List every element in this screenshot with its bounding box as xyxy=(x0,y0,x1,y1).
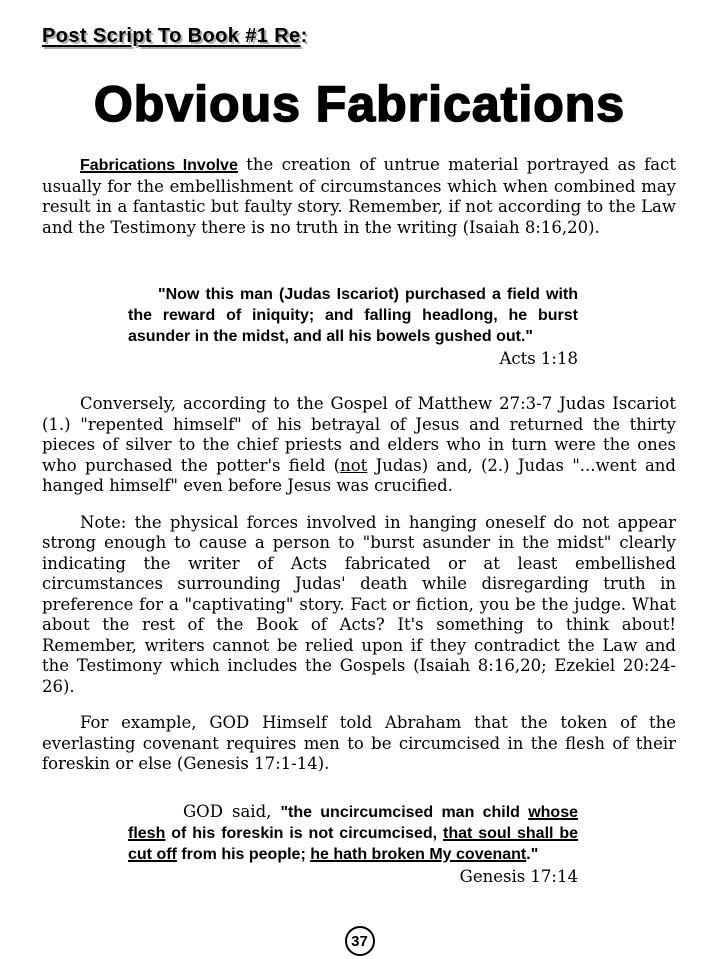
paragraph-fabrications: Fabrications Involve the creation of untrue material portrayed as fact usually for the embellishment of circumstances which when combined may result in a fantastic but faulty story. Remember, if not according to the Law and the Testimony there is no truth in the writing (Isaiah 8:16,20). xyxy=(42,155,676,237)
paragraph-for-example: For example, GOD Himself told Abraham that the token of the everlasting covenant requires men to be circumcised in the flesh of their foreskin or else (Genesis 17:1-14). xyxy=(42,713,676,773)
paragraph-note: Note: the physical forces involved in hanging oneself do not appear strong enough to cause a person to "burst asunder in the midst" clearly indicating the writer of Acts fabricated or at least embellished circumstances surrounding Judas' death while disregarding truth in preference for a "captivating" story. Fact or fiction, you be the judge. What about the rest of the Book of Acts? It's something to think about! Remember, writers cannot be relied upon if they contradict the Law and the Testimony which includes the Gospels (Isaiah 8:16,20; Ezekiel 20:24-26). xyxy=(42,512,676,696)
blockquote-acts xyxy=(0,284,719,369)
postscript-header: Post Script To Book #1 Re: xyxy=(42,25,308,47)
page-title: Obvious Fabrications xyxy=(93,76,626,132)
blockquote-acts-text: "Now this man (Judas Iscariot) purchased a field with the reward of iniquity; and falling headlong, he burst asunder in the midst, and all his bowels gushed out." xyxy=(128,286,578,345)
blockquote-genesis-text: GOD said, "the uncircumcised man child whose flesh of his foreskin is not circumcised, that soul shall be cut off from his people; he hath broken My covenant." xyxy=(128,801,579,863)
page-number-badge xyxy=(345,926,375,956)
page-number: 37 xyxy=(351,932,368,950)
paragraph-conversely: Conversely, according to the Gospel of Matthew 27:3-7 Judas Iscariot (1.) "repented himself" of his betrayal of Jesus and returned the thirty pieces of silver to the chief priests and elders who in turn were the ones who purchased the potter's field (not Judas) and, (2.) Judas "...went and hanged himself" even before Jesus was crucified. xyxy=(42,394,676,495)
blockquote-genesis xyxy=(0,802,719,887)
scripture-ref-genesis: Genesis 17:14 xyxy=(459,866,578,886)
scripture-ref-acts: Acts 1:18 xyxy=(499,349,578,368)
